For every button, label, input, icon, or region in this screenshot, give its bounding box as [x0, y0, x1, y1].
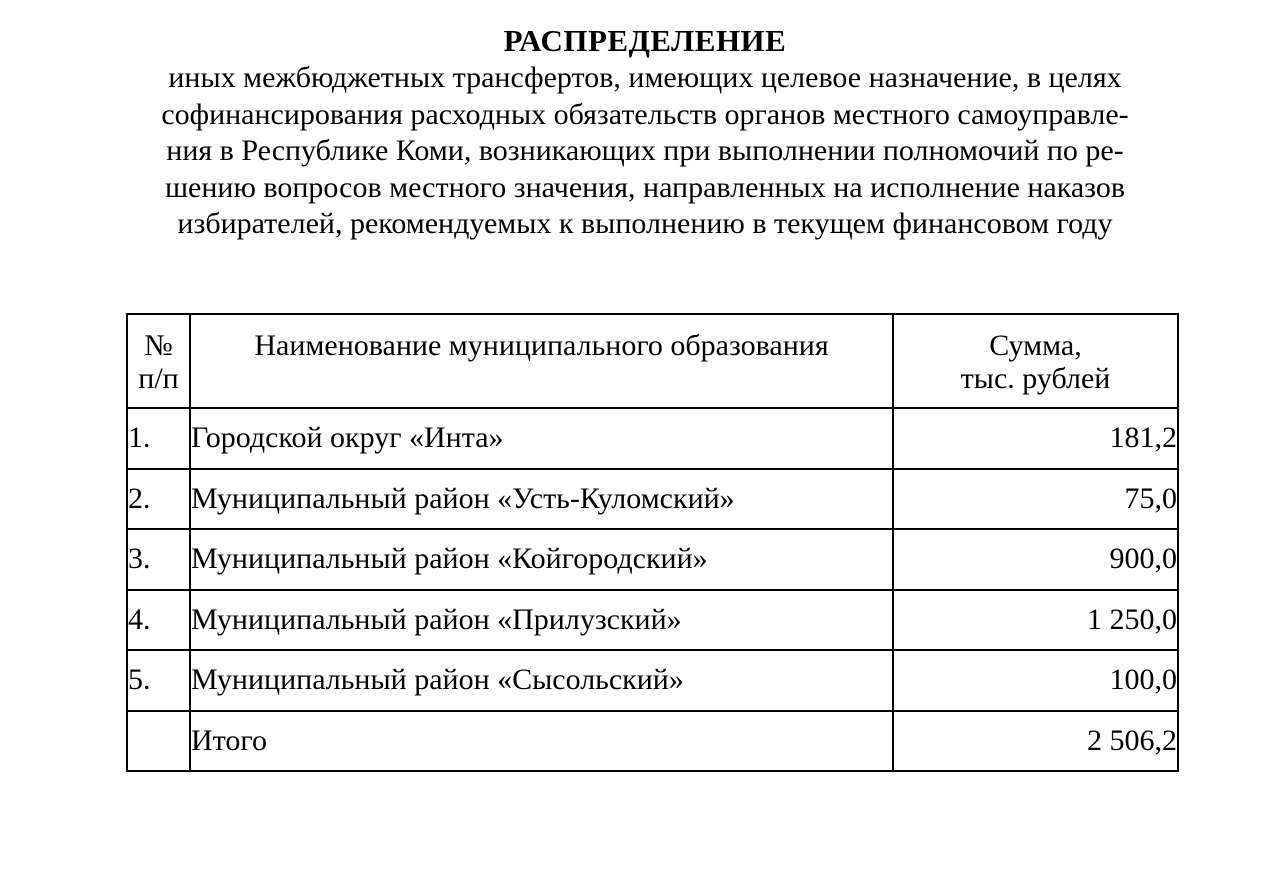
table-row	[127, 469, 1178, 530]
table-row	[127, 408, 1178, 469]
table-total-row	[127, 711, 1178, 772]
row-number: 4.	[127, 590, 190, 651]
row-name: Муниципальный район «Сысольский»	[190, 650, 893, 711]
total-sum: 2 506,2	[893, 711, 1178, 772]
header-sum: Сумма, тыс. рублей	[893, 314, 1178, 408]
row-name: Муниципальный район «Койгородский»	[190, 529, 893, 590]
total-label: Итого	[190, 711, 893, 772]
subtitle-line: шению вопросов местного значения, направленных на исполнение наказов	[164, 170, 1126, 204]
table-row	[127, 650, 1178, 711]
row-sum: 100,0	[893, 650, 1178, 711]
row-sum: 181,2	[893, 408, 1178, 469]
row-sum: 1 250,0	[893, 590, 1178, 651]
table-row	[127, 529, 1178, 590]
row-name: Муниципальный район «Усть-Куломский»	[190, 469, 893, 530]
subtitle-line: софинансирования расходных обязательств органов местного самоуправле-	[161, 97, 1129, 131]
document-heading	[0, 22, 1280, 243]
distribution-table	[126, 313, 1179, 772]
row-number: 1.	[127, 408, 190, 469]
row-number: 5.	[127, 650, 190, 711]
total-number	[127, 711, 190, 772]
header-name: Наименование муниципального образования	[190, 314, 893, 408]
table-header-row	[127, 314, 1178, 408]
document-subtitle	[0, 60, 1280, 243]
document-title: РАСПРЕДЕЛЕНИЕ	[503, 23, 787, 58]
row-name: Городской округ «Инта»	[190, 408, 893, 469]
row-number: 2.	[127, 469, 190, 530]
row-sum: 75,0	[893, 469, 1178, 530]
subtitle-line: избирателей, рекомендуемых к выполнению в текущем финансовом году	[177, 207, 1113, 240]
subtitle-line: иных межбюджетных трансфертов, имеющих целевое назначение, в целях	[168, 61, 1122, 94]
subtitle-line: ния в Республике Коми, возникающих при выполнении полномочий по ре-	[166, 134, 1124, 167]
row-sum: 900,0	[893, 529, 1178, 590]
header-number: № п/п	[127, 314, 190, 408]
row-name: Муниципальный район «Прилузский»	[190, 590, 893, 651]
row-number: 3.	[127, 529, 190, 590]
table-row	[127, 590, 1178, 651]
